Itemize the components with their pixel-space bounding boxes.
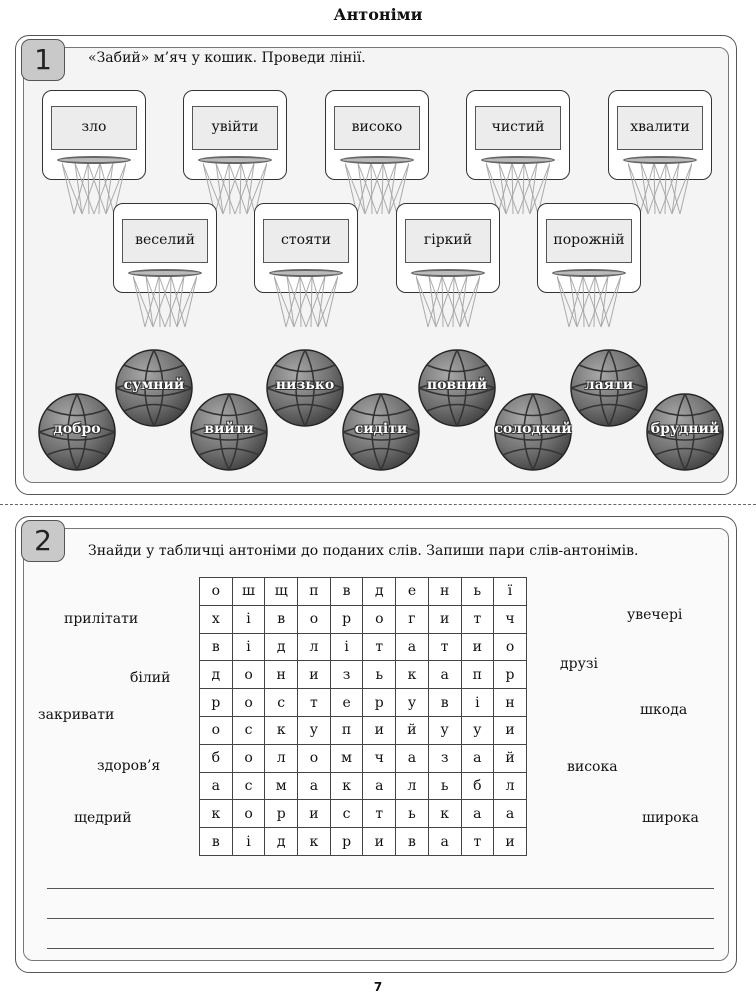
ball-word: низько <box>275 377 335 393</box>
grid-cell[interactable]: е <box>330 689 363 717</box>
grid-cell[interactable]: и <box>428 605 461 633</box>
letter-grid <box>199 577 527 856</box>
grid-cell[interactable]: р <box>265 800 298 828</box>
grid-cell[interactable]: о <box>363 605 396 633</box>
grid-cell[interactable]: о <box>200 716 233 744</box>
rim <box>552 269 626 277</box>
grid-row <box>200 716 527 744</box>
grid-cell[interactable]: к <box>396 661 429 689</box>
grid-cell[interactable]: к <box>200 800 233 828</box>
grid-cell[interactable]: і <box>461 689 494 717</box>
grid-cell[interactable]: т <box>461 828 494 856</box>
net-icon <box>557 274 621 329</box>
grid-cell[interactable]: у <box>298 716 331 744</box>
grid-cell[interactable]: и <box>363 828 396 856</box>
grid-cell[interactable]: х <box>200 605 233 633</box>
grid-cell[interactable]: а <box>461 800 494 828</box>
grid-cell[interactable]: й <box>494 744 527 772</box>
grid-cell[interactable]: р <box>330 605 363 633</box>
grid-cell[interactable]: п <box>330 716 363 744</box>
ball-word: солодкий <box>494 421 572 437</box>
grid-cell[interactable]: с <box>232 716 265 744</box>
page-number: 7 <box>373 980 383 994</box>
grid-cell[interactable]: и <box>494 716 527 744</box>
grid-cell[interactable]: н <box>428 578 461 606</box>
grid-cell[interactable]: с <box>232 772 265 800</box>
basketball[interactable] <box>341 392 421 472</box>
grid-cell[interactable]: т <box>428 633 461 661</box>
grid-cell[interactable]: м <box>265 772 298 800</box>
right-word: увечері <box>627 607 683 623</box>
grid-row <box>200 800 527 828</box>
left-word: закривати <box>38 707 115 723</box>
grid-cell[interactable]: б <box>461 772 494 800</box>
grid-cell[interactable]: ч <box>494 605 527 633</box>
exercise-2-number: 2 <box>21 520 65 562</box>
hoop-word: хвалити <box>617 106 703 150</box>
ball-word: лаяти <box>584 377 634 393</box>
grid-cell[interactable]: с <box>330 800 363 828</box>
hoop-word: високо <box>334 106 420 150</box>
grid-cell[interactable]: к <box>298 828 331 856</box>
ball-word: повний <box>426 377 488 393</box>
grid-cell[interactable]: и <box>298 800 331 828</box>
grid-cell[interactable]: м <box>330 744 363 772</box>
answer-line[interactable] <box>47 948 714 949</box>
grid-cell[interactable]: л <box>494 772 527 800</box>
exercise-1-instruction: «Забий» м’яч у кошик. Проведи лінії. <box>88 50 366 66</box>
grid-cell[interactable]: т <box>363 800 396 828</box>
grid-cell[interactable]: р <box>494 661 527 689</box>
basketball[interactable] <box>114 348 194 428</box>
hoop-word: веселий <box>122 219 208 263</box>
net-icon <box>416 274 480 329</box>
right-word: висока <box>567 759 618 775</box>
grid-cell[interactable]: і <box>330 633 363 661</box>
net-icon <box>274 274 338 329</box>
grid-cell[interactable]: в <box>330 578 363 606</box>
left-word: прилітати <box>64 611 139 627</box>
basketball-hoop[interactable] <box>396 203 500 337</box>
grid-cell[interactable]: а <box>396 633 429 661</box>
grid-cell[interactable]: о <box>232 800 265 828</box>
grid-cell[interactable]: с <box>265 689 298 717</box>
grid-cell[interactable]: а <box>363 772 396 800</box>
grid-cell[interactable]: е <box>396 578 429 606</box>
grid-cell[interactable]: у <box>461 716 494 744</box>
grid-cell[interactable]: ш <box>232 578 265 606</box>
answer-line[interactable] <box>47 888 714 889</box>
grid-cell[interactable]: а <box>461 744 494 772</box>
grid-cell[interactable]: д <box>265 633 298 661</box>
grid-cell[interactable]: ь <box>396 800 429 828</box>
grid-cell[interactable]: ь <box>428 772 461 800</box>
right-word: широка <box>642 810 699 826</box>
grid-cell[interactable]: в <box>396 828 429 856</box>
grid-cell[interactable]: и <box>363 716 396 744</box>
left-word: здоров’я <box>97 758 161 774</box>
rim <box>623 156 697 164</box>
grid-cell[interactable]: а <box>200 772 233 800</box>
grid-cell[interactable]: а <box>428 661 461 689</box>
rim <box>481 156 555 164</box>
grid-cell[interactable]: в <box>265 605 298 633</box>
basketball[interactable] <box>417 348 497 428</box>
grid-cell[interactable]: о <box>200 578 233 606</box>
grid-cell[interactable]: а <box>494 800 527 828</box>
grid-cell[interactable]: і <box>232 828 265 856</box>
left-word: щедрий <box>74 810 132 826</box>
basketball[interactable] <box>265 348 345 428</box>
grid-cell[interactable]: щ <box>265 578 298 606</box>
grid-cell[interactable]: в <box>428 689 461 717</box>
grid-cell[interactable]: д <box>265 828 298 856</box>
right-word: друзі <box>560 656 598 672</box>
rim <box>340 156 414 164</box>
grid-cell[interactable]: к <box>330 772 363 800</box>
basketball[interactable] <box>493 392 573 472</box>
basketball[interactable] <box>37 392 117 472</box>
grid-cell[interactable]: з <box>428 744 461 772</box>
grid-cell[interactable]: а <box>298 772 331 800</box>
hoop-word: зло <box>51 106 137 150</box>
ball-word: сидіти <box>354 421 408 437</box>
basketball[interactable] <box>645 392 725 472</box>
ball-word: вийти <box>204 421 254 437</box>
exercise-2-instruction: Знайди у табличці антоніми до поданих слів. Запиши пари слів-антонімів. <box>88 543 639 559</box>
hoop-word: увійти <box>192 106 278 150</box>
grid-cell[interactable]: о <box>298 605 331 633</box>
grid-cell[interactable]: у <box>396 689 429 717</box>
grid-cell[interactable]: л <box>298 633 331 661</box>
grid-cell[interactable]: л <box>396 772 429 800</box>
grid-cell[interactable]: и <box>461 633 494 661</box>
section-divider <box>0 504 756 505</box>
hoop-word: порожній <box>546 219 632 263</box>
grid-cell[interactable]: р <box>363 689 396 717</box>
basketball-hoop[interactable] <box>113 203 217 337</box>
grid-cell[interactable]: л <box>265 744 298 772</box>
grid-cell[interactable]: д <box>363 578 396 606</box>
grid-cell[interactable]: у <box>428 716 461 744</box>
grid-row <box>200 633 527 661</box>
answer-line[interactable] <box>47 918 714 919</box>
grid-cell[interactable]: к <box>265 716 298 744</box>
grid-cell[interactable]: б <box>200 744 233 772</box>
grid-cell[interactable]: н <box>494 689 527 717</box>
ball-word: брудний <box>650 421 720 437</box>
hoop-word: гіркий <box>405 219 491 263</box>
grid-cell[interactable]: ь <box>363 661 396 689</box>
grid-cell[interactable]: т <box>363 633 396 661</box>
page-title: Антоніми <box>333 5 423 24</box>
grid-cell[interactable]: п <box>298 578 331 606</box>
rim <box>269 269 343 277</box>
grid-row <box>200 661 527 689</box>
grid-row <box>200 828 527 856</box>
ball-word: добро <box>53 421 101 437</box>
grid-cell[interactable]: ь <box>461 578 494 606</box>
grid-cell[interactable]: т <box>461 605 494 633</box>
grid-cell[interactable]: д <box>200 661 233 689</box>
grid-cell[interactable]: т <box>298 689 331 717</box>
basketball-hoop[interactable] <box>537 203 641 337</box>
exercise-1-number: 1 <box>21 39 65 81</box>
grid-cell[interactable]: р <box>330 828 363 856</box>
ball-word: сумний <box>123 377 185 393</box>
grid-row <box>200 578 527 606</box>
grid-cell[interactable]: и <box>298 661 331 689</box>
grid-cell[interactable]: к <box>428 800 461 828</box>
grid-cell[interactable]: о <box>232 689 265 717</box>
grid-cell[interactable]: й <box>396 716 429 744</box>
grid-cell[interactable]: г <box>396 605 429 633</box>
grid-cell[interactable]: р <box>200 689 233 717</box>
grid-row <box>200 689 527 717</box>
grid-cell[interactable]: в <box>200 633 233 661</box>
hoop-word: чистий <box>475 106 561 150</box>
basketball[interactable] <box>189 392 269 472</box>
grid-cell[interactable]: а <box>396 744 429 772</box>
right-word: шкода <box>640 702 688 718</box>
grid-row <box>200 605 527 633</box>
grid-cell[interactable]: з <box>330 661 363 689</box>
net-icon <box>133 274 197 329</box>
rim <box>57 156 131 164</box>
grid-cell[interactable]: а <box>428 828 461 856</box>
rim <box>198 156 272 164</box>
grid-cell[interactable]: і <box>232 633 265 661</box>
basketball-hoop[interactable] <box>254 203 358 337</box>
grid-cell[interactable]: о <box>494 633 527 661</box>
grid-cell[interactable]: о <box>232 744 265 772</box>
grid-cell[interactable]: н <box>265 661 298 689</box>
grid-cell[interactable]: о <box>232 661 265 689</box>
grid-cell[interactable]: і <box>232 605 265 633</box>
grid-cell[interactable]: о <box>298 744 331 772</box>
grid-cell[interactable]: ї <box>494 578 527 606</box>
rim <box>411 269 485 277</box>
grid-cell[interactable]: п <box>461 661 494 689</box>
grid-cell[interactable]: ч <box>363 744 396 772</box>
left-word: білий <box>130 670 171 686</box>
hoop-word: стояти <box>263 219 349 263</box>
grid-cell[interactable]: и <box>494 828 527 856</box>
rim <box>128 269 202 277</box>
grid-row <box>200 744 527 772</box>
grid-row <box>200 772 527 800</box>
basketball[interactable] <box>569 348 649 428</box>
grid-cell[interactable]: в <box>200 828 233 856</box>
